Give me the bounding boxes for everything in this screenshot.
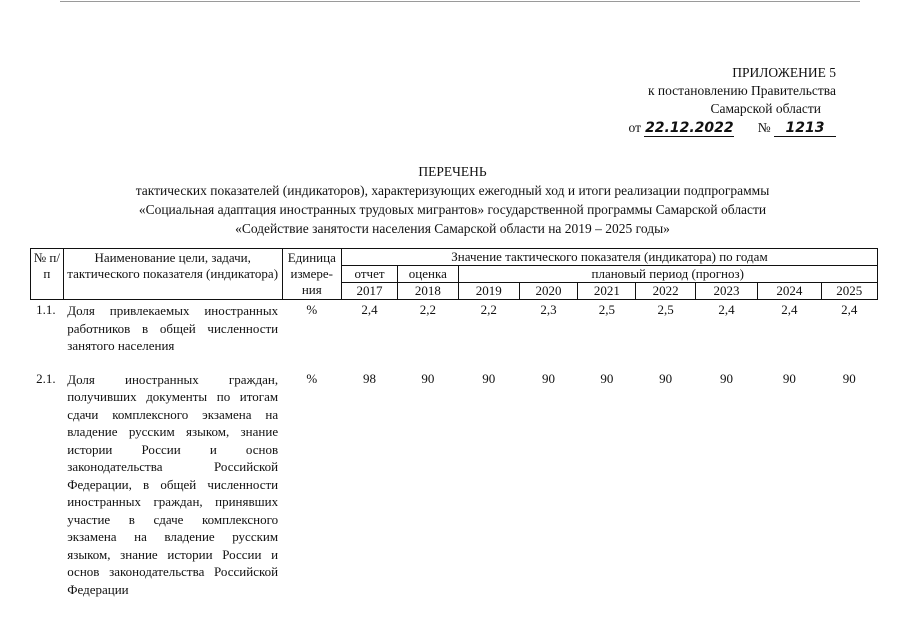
header-report: отчет (341, 266, 397, 283)
indicator-name: Доля привлекаемых иностранных работников в общей численности занятого населения (67, 303, 279, 353)
value-cell: 2,3 (540, 302, 557, 317)
value-cell: 90 (659, 370, 673, 386)
appendix-line1: к постановлению Правительства (647, 83, 836, 98)
appendix-title: ПРИЛОЖЕНИЕ 5 (732, 65, 836, 80)
value-cell: 90 (842, 370, 856, 386)
year-header: 2019 (458, 283, 519, 300)
indicators-table (30, 248, 878, 598)
year-header: 2021 (578, 283, 636, 300)
year-header: 2017 (341, 283, 397, 300)
value-cell: 90 (482, 370, 496, 386)
value-cell: 2,4 (361, 302, 378, 317)
value-cell: 2,4 (841, 302, 858, 317)
appendix-date-row (629, 119, 837, 137)
table-row (31, 300, 878, 355)
header-name: Наименование цели, задачи, тактического показателя (индикатора) (63, 249, 282, 300)
value-cell: 2,5 (598, 302, 615, 317)
value-cell: 90 (542, 370, 556, 386)
row-number: 1.1. (36, 302, 56, 317)
decree-number: 1213 (774, 120, 836, 137)
date-prefix: от (628, 120, 641, 135)
year-header: 2024 (758, 283, 821, 300)
value-cell: 98 (363, 370, 377, 386)
row-number: 2.1. (36, 370, 56, 386)
scan-edge-line (60, 1, 860, 2)
year-header: 2022 (636, 283, 695, 300)
header-no: № п/п (31, 249, 64, 300)
year-header: 2018 (398, 283, 458, 300)
value-cell: 90 (719, 370, 733, 386)
appendix-block (629, 64, 837, 137)
header-estimate: оценка (398, 266, 458, 283)
heading-line2: «Социальная адаптация иностранных трудовых мигрантов» государственной программы Самарской области (138, 202, 767, 217)
value-cell: 2,2 (419, 302, 436, 317)
year-header: 2020 (519, 283, 577, 300)
value-cell: 2,5 (657, 302, 674, 317)
value-cell: 90 (782, 370, 796, 386)
heading-line3: «Содействие занятости населения Самарской области на 2019 – 2025 годы» (235, 221, 670, 236)
row-spacer (31, 355, 878, 369)
header-planned: плановый период (прогноз) (458, 266, 877, 283)
value-cell: 2,4 (718, 302, 735, 317)
unit-cell: % (306, 370, 318, 386)
year-header: 2023 (695, 283, 757, 300)
header-unit: Единица измере-ния (282, 249, 341, 300)
value-cell: 90 (421, 370, 435, 386)
number-prefix: № (757, 120, 771, 135)
unit-cell: % (306, 302, 318, 317)
value-cell: 90 (600, 370, 614, 386)
header-values: Значение тактического показателя (индикатора) по годам (341, 249, 877, 266)
value-cell: 2,4 (781, 302, 798, 317)
decree-date: 22.12.2022 (645, 120, 734, 136)
indicator-name: Доля иностранных граждан, получивших документы по итогам сдачи комплексного экзамена на владение русским языком, знание истории России и основ законодательства Российской Федерации, в общей численности иностранных граждан, принявших участие в сдаче комплексного экзамена на владение русским языком, знание истории России и основ законодательства Российской Федерации (67, 371, 279, 597)
appendix-line2: Самарской области (710, 101, 821, 116)
table-row (31, 369, 878, 599)
year-header: 2025 (821, 283, 877, 300)
heading-line1: тактических показателей (индикаторов), характеризующих ежегодный ход и итоги реализации подпрограммы (135, 183, 770, 198)
value-cell: 2,2 (480, 302, 497, 317)
document-heading (0, 162, 905, 238)
heading-title: ПЕРЕЧЕНЬ (418, 164, 487, 179)
